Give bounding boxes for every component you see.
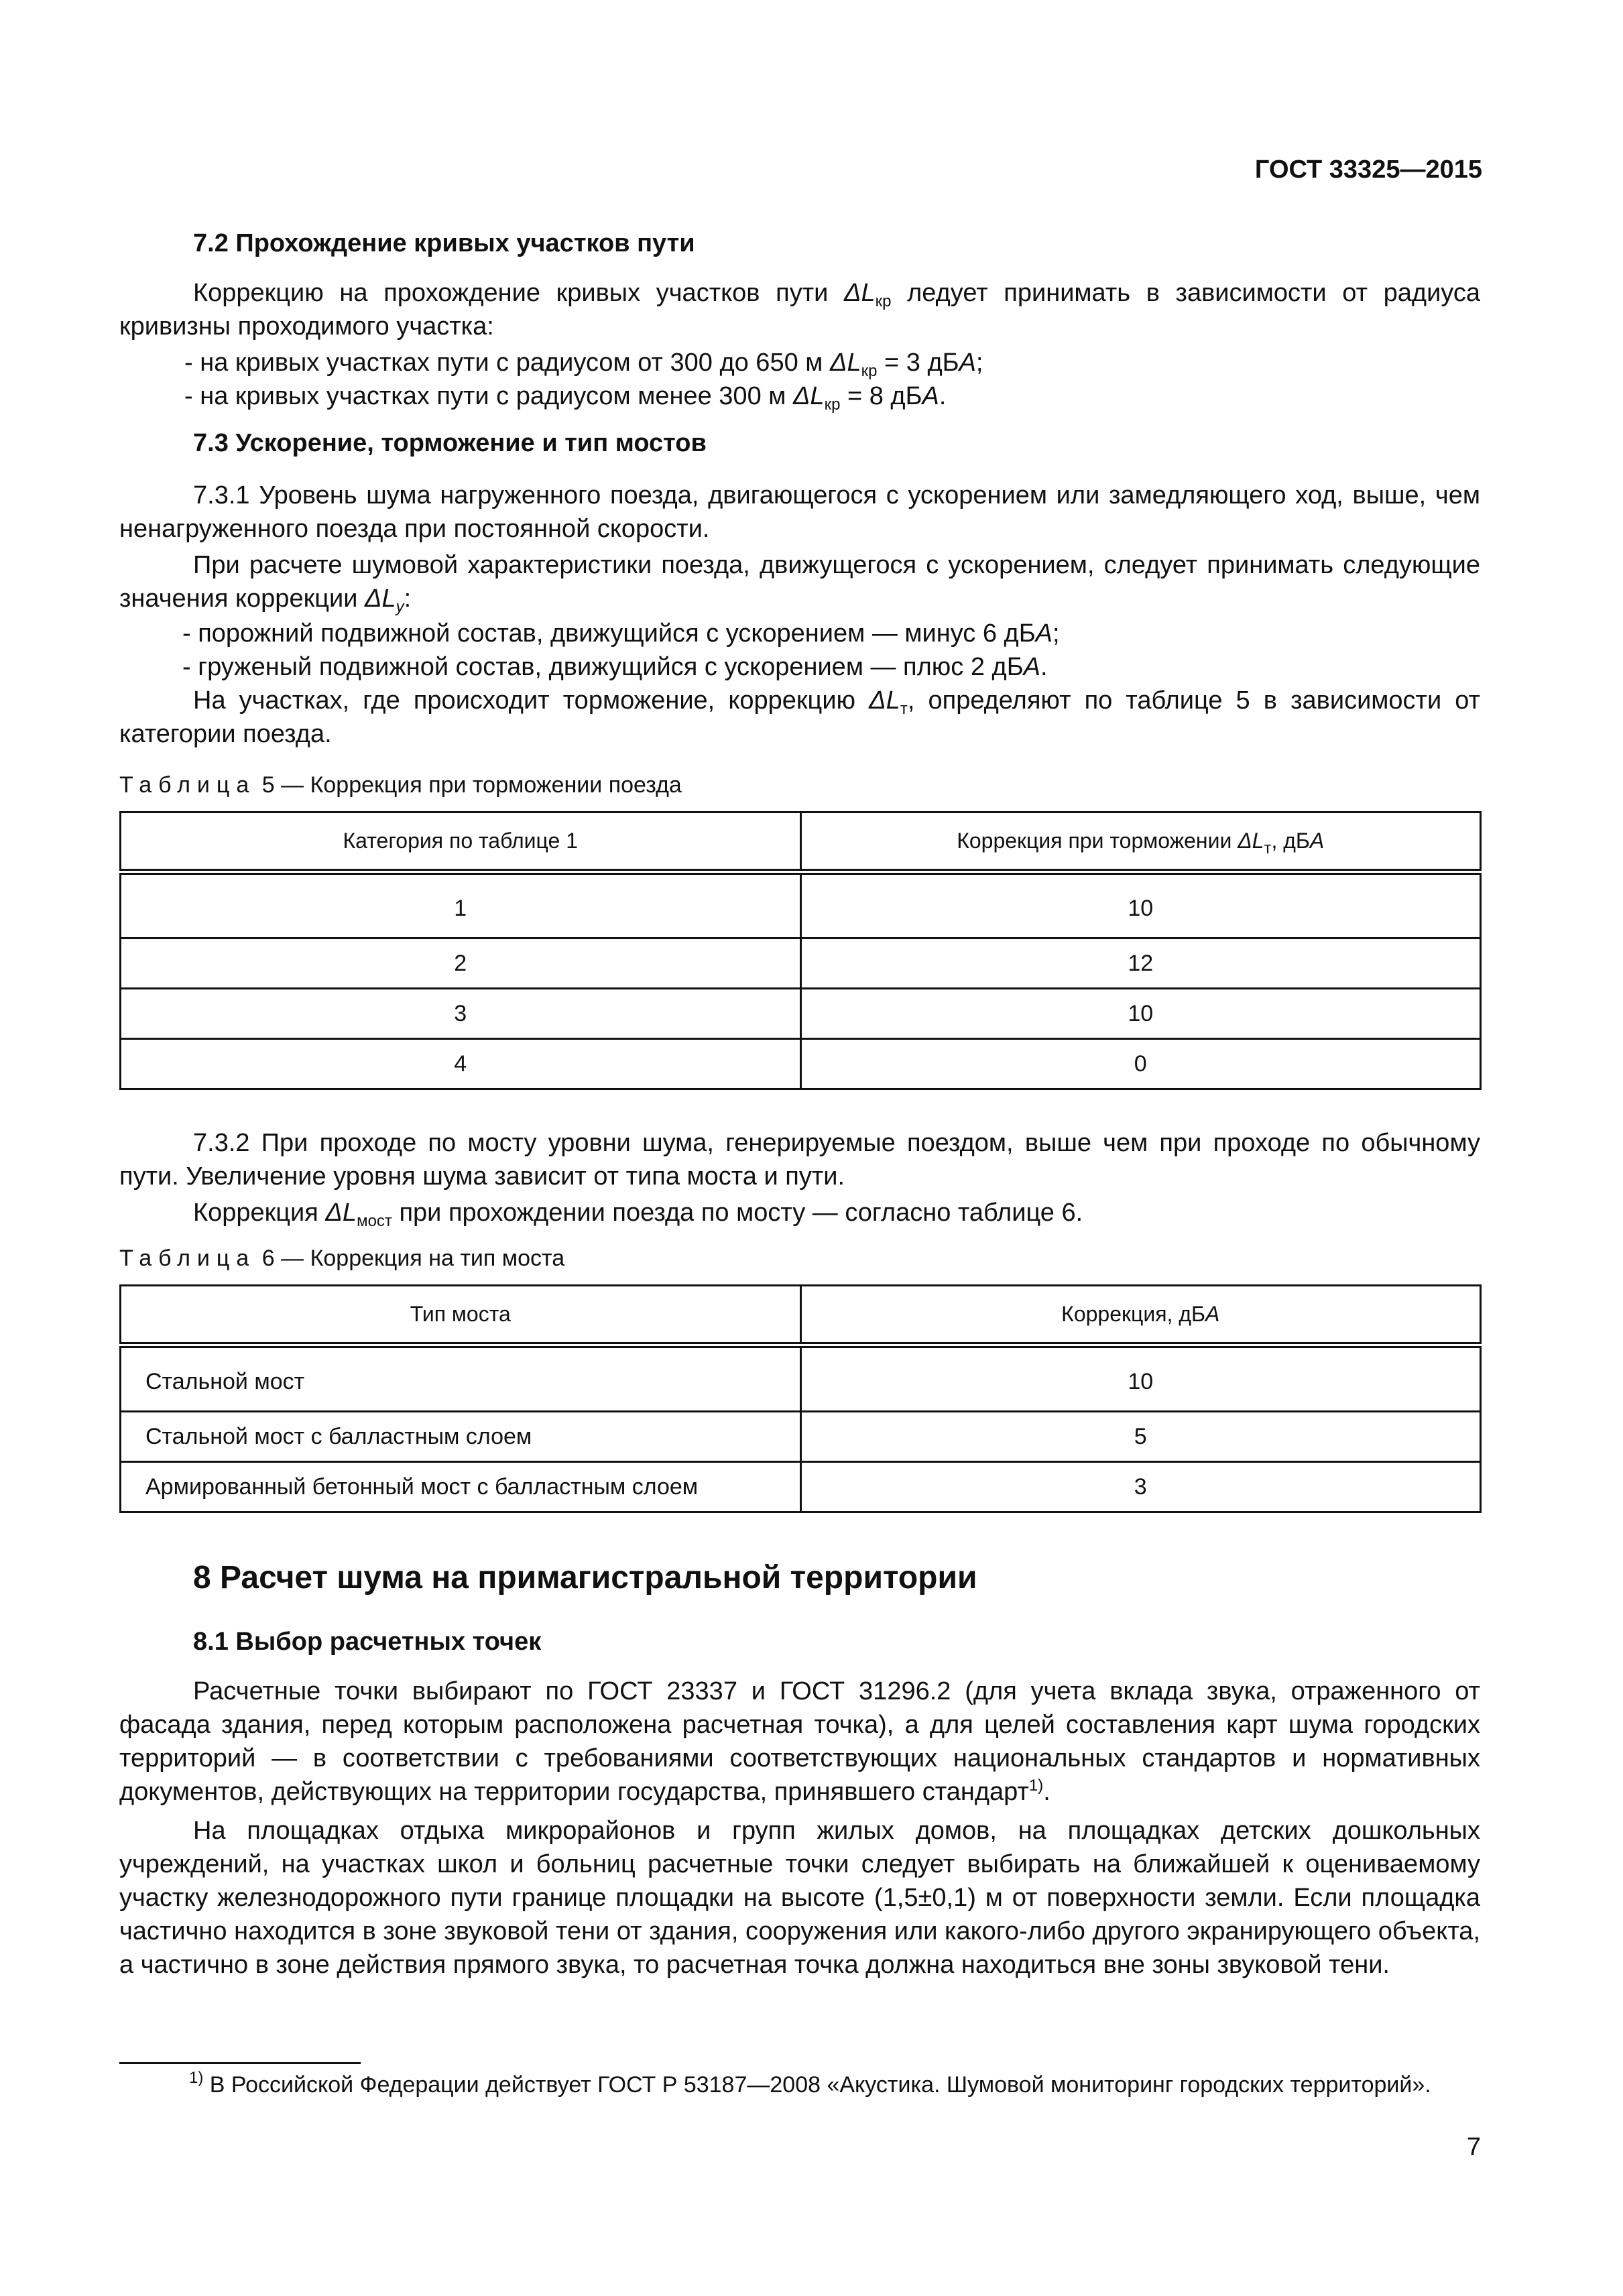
section-7-2-paragraph: Коррекцию на прохождение кривых участков пути $\Delta L_{кр}$ ледует принимать в зависимости от радиуса кривизны проходимого участка: xyxy=(119,279,1480,341)
section-7-3-list-item: - порожний подвижной состав, движущийся с ускорением — минус 6 дБA; xyxy=(182,619,1060,648)
section-7-3-2-correction-paragraph: Коррекция $\Delta L_{мост}$ при прохождении поезда по мосту — согласно таблице 6. xyxy=(193,1199,1083,1230)
section-7-3-2-paragraph: 7.3.2 При проходе по мосту уровни шума, генерируемые поездом, выше чем при проходе по обычному пути. Увеличение уровня шума зависит от типа моста и пути. xyxy=(119,1129,1480,1191)
table-cell: Стальной мост xyxy=(121,1345,801,1412)
table-5 xyxy=(119,811,1482,1090)
section-8-title: 8 Расчет шума на примагистральной территории xyxy=(193,1560,977,1595)
table-5-header-category: Категория по таблице 1 xyxy=(121,812,801,872)
table-cell: 3 xyxy=(121,989,801,1039)
table-cell: 0 xyxy=(800,1039,1481,1089)
section-7-3-1-paragraph: 7.3.1 Уровень шума нагруженного поезда, двигающегося с ускорением или замедляющего ход, выше, чем ненагруженного поезда при постоянной скорости. xyxy=(119,481,1480,543)
section-8-1-paragraph: На площадках отдыха микрорайонов и групп жилых домов, на площадках детских дошкольных учреждений, на участках школ и больниц расчетные точки следует выбирать на ближайшей к оцениваемому участку железнодорожного пути границе площадки на высоте (1,5±0,1) м от поверхности земли. Если площадка частично находится в зоне звуковой тени от здания, сооружения или какого-либо другого экранирующего объекта, а частично в зоне действия прямого звука, то расчетная точка должна находиться вне зоны звуковой тени. xyxy=(119,1817,1480,1979)
table-row xyxy=(121,989,1481,1039)
section-8-1-paragraph: Расчетные точки выбирают по ГОСТ 23337 и ГОСТ 31296.2 (для учета вклада звука, отраженного от фасада здания, перед которым расположена расчетная точка), а для целей составления карт шума городских территорий — в соответствии с требованиями соответствующих национальных стандартов и нормативных документов, действующих на территории государства, принявшего стандарт$^{1)}$. xyxy=(119,1677,1480,1806)
section-7-2-title: 7.2 Прохождение кривых участков пути xyxy=(193,229,695,257)
section-7-2-list-item: - на кривых участках пути с радиусом менее 300 м $\Delta L_{кр} = 8$ дБA. xyxy=(184,382,947,414)
table-cell: 10 xyxy=(800,872,1481,939)
table-5-header-correction: Коррекция при торможении $\Delta L_т$, дБA xyxy=(800,812,1481,872)
table-cell: 1 xyxy=(121,872,801,939)
section-7-3-list-item: - груженый подвижной состав, движущийся с ускорением — плюс 2 дБA. xyxy=(182,653,1048,681)
section-8-1-title: 8.1 Выбор расчетных точек xyxy=(193,1628,542,1656)
table-6 xyxy=(119,1284,1482,1513)
section-7-2-list-item: - на кривых участках пути с радиусом от 300 до 650 м $\Delta L_{кр} = 3$ дБA; xyxy=(184,349,983,380)
footnote-divider xyxy=(119,2062,361,2064)
table-6-header-correction: Коррекция, дБA xyxy=(800,1286,1481,1345)
table-cell: Армированный бетонный мост с балластным слоем xyxy=(121,1462,801,1512)
table-6-caption: Таблица 6 — Коррекция на тип моста xyxy=(119,1246,565,1271)
table-cell: 2 xyxy=(121,939,801,989)
footnote: $^{1)}$ В Российской Федерации действует ГОСТ Р 53187—2008 «Акустика. Шумовой мониторинг городских территорий». xyxy=(189,2069,1431,2098)
table-cell: 5 xyxy=(800,1412,1481,1462)
table-row xyxy=(121,1462,1481,1512)
table-row xyxy=(121,939,1481,989)
section-7-3-title: 7.3 Ускорение, торможение и тип мостов xyxy=(193,429,707,457)
table-row xyxy=(121,1039,1481,1089)
table-5-caption: Таблица 5 — Коррекция при торможении поезда xyxy=(119,772,682,798)
table-cell: 12 xyxy=(800,939,1481,989)
table-cell: 10 xyxy=(800,989,1481,1039)
page-number: 7 xyxy=(1466,2133,1481,2161)
table-row xyxy=(121,872,1481,939)
document-id-header: ГОСТ 33325—2015 xyxy=(1254,156,1482,184)
table-cell: 3 xyxy=(800,1462,1481,1512)
table-row xyxy=(121,1412,1481,1462)
table-cell: 4 xyxy=(121,1039,801,1089)
section-7-3-braking-paragraph: На участках, где происходит торможение, коррекцию $\Delta L_т$, определяют по таблице 5 в зависимости от категории поезда. xyxy=(119,686,1480,748)
section-7-3-paragraph: При расчете шумовой характеристики поезда, движущегося с ускорением, следует принимать следующие значения коррекции $\Delta L_у$: xyxy=(119,551,1480,616)
table-6-header-type: Тип моста xyxy=(121,1286,801,1345)
table-row xyxy=(121,1345,1481,1412)
table-cell: Стальной мост с балластным слоем xyxy=(121,1412,801,1462)
table-cell: 10 xyxy=(800,1345,1481,1412)
